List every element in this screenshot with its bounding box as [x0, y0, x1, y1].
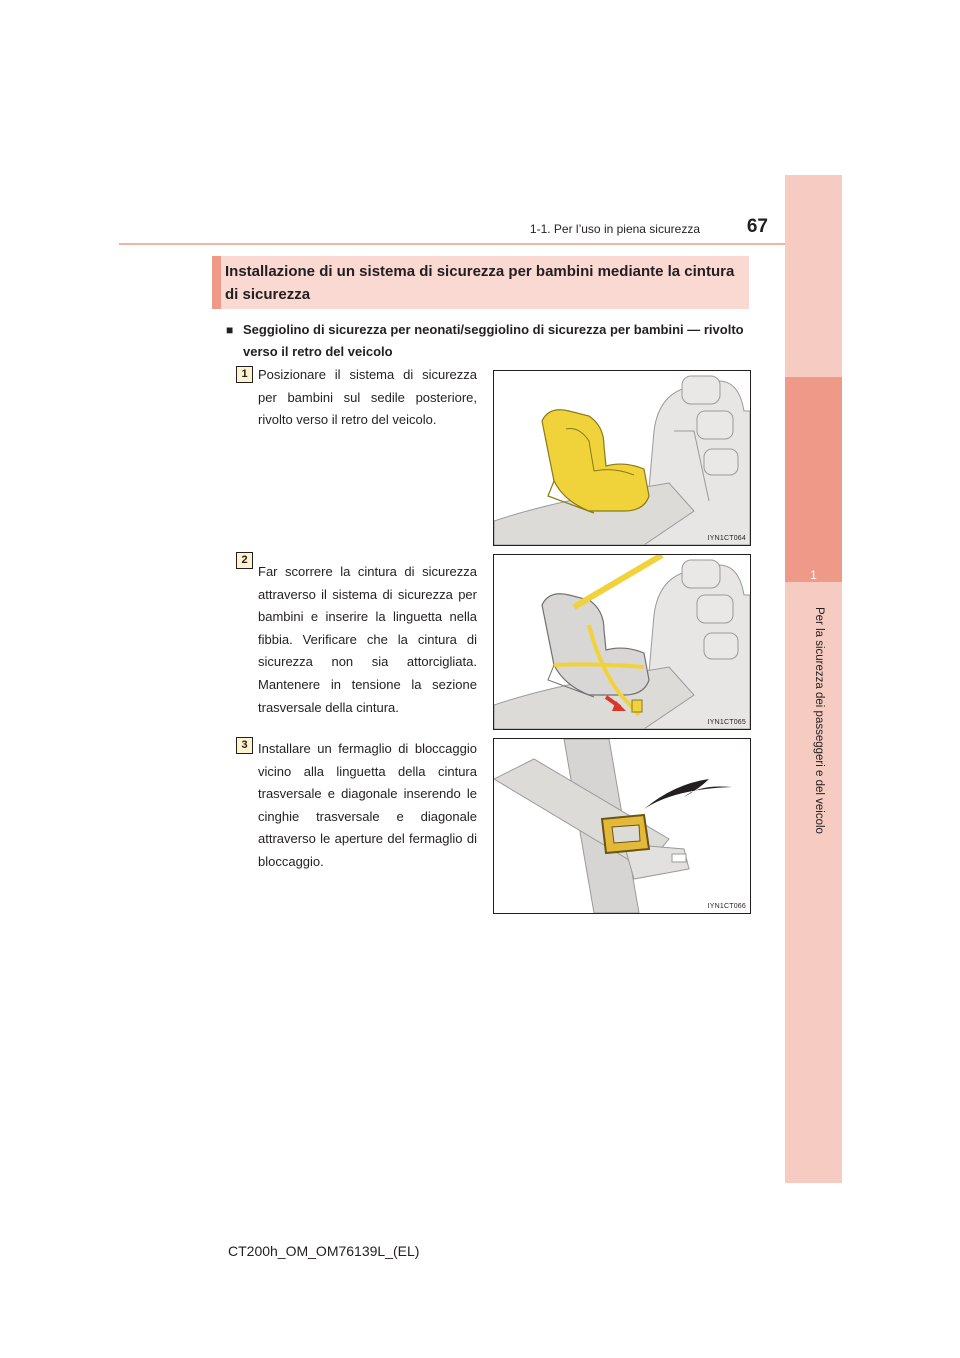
square-bullet-icon: ■	[226, 323, 234, 337]
step-number-3: 3	[236, 737, 253, 754]
chapter-side-tab	[785, 175, 842, 1183]
step-number-2: 2	[236, 552, 253, 569]
step-text-3: Installare un fermaglio di bloccaggio vicino alla linguetta della cintura trasversale e diagonale inserendo le cinghie trasversale e diagonale attraverso le aperture del fermaglio di bloccaggio.	[258, 741, 477, 869]
chapter-number-box	[785, 377, 842, 582]
page-number: 67	[746, 216, 768, 237]
step-text-1: Posizionare il sistema di sicurezza per bambini sul sedile posteriore, rivolto verso il retro del veicolo.	[258, 367, 477, 428]
header-rule	[119, 243, 785, 245]
step-text-2: Far scorrere la cintura di sicurezza attraverso il sistema di sicurezza per bambini e inserire la linguetta nella fibbia. Verificare che la cintura di sicurezza non sia attorcigliata. Mantenere in tensione la sezione trasversale della cintura.	[258, 564, 477, 715]
belt-routing-illustration	[494, 555, 750, 729]
chapter-number: 1	[810, 568, 817, 582]
subsection-heading	[226, 319, 756, 363]
chapter-title: Per la sicurezza dei passeggeri e del veicolo	[813, 607, 825, 834]
figure-locking-clip	[493, 738, 751, 914]
subsection-title: Seggiolino di sicurezza per neonati/seggiolino di sicurezza per bambini — rivolto verso il retro del veicolo	[243, 322, 744, 359]
figure-child-seat-placement	[493, 370, 751, 546]
figure-code-1: IYN1CT064	[707, 535, 746, 542]
running-header: 1-1. Per l’uso in piena sicurezza	[529, 222, 700, 236]
step-number-1: 1	[236, 366, 253, 383]
figure-code-2: IYN1CT065	[707, 719, 746, 726]
document-code-footer: CT200h_OM_OM76139L_(EL)	[228, 1243, 420, 1259]
section-title: Installazione di un sistema di sicurezza per bambini mediante la cintura di sicurezza	[225, 263, 735, 303]
section-heading	[212, 256, 749, 309]
figure-belt-routing	[493, 554, 751, 730]
locking-clip-illustration	[494, 739, 750, 913]
section-heading-bar	[212, 256, 221, 309]
figure-code-3: IYN1CT066	[707, 903, 746, 910]
child-seat-illustration	[494, 371, 750, 545]
